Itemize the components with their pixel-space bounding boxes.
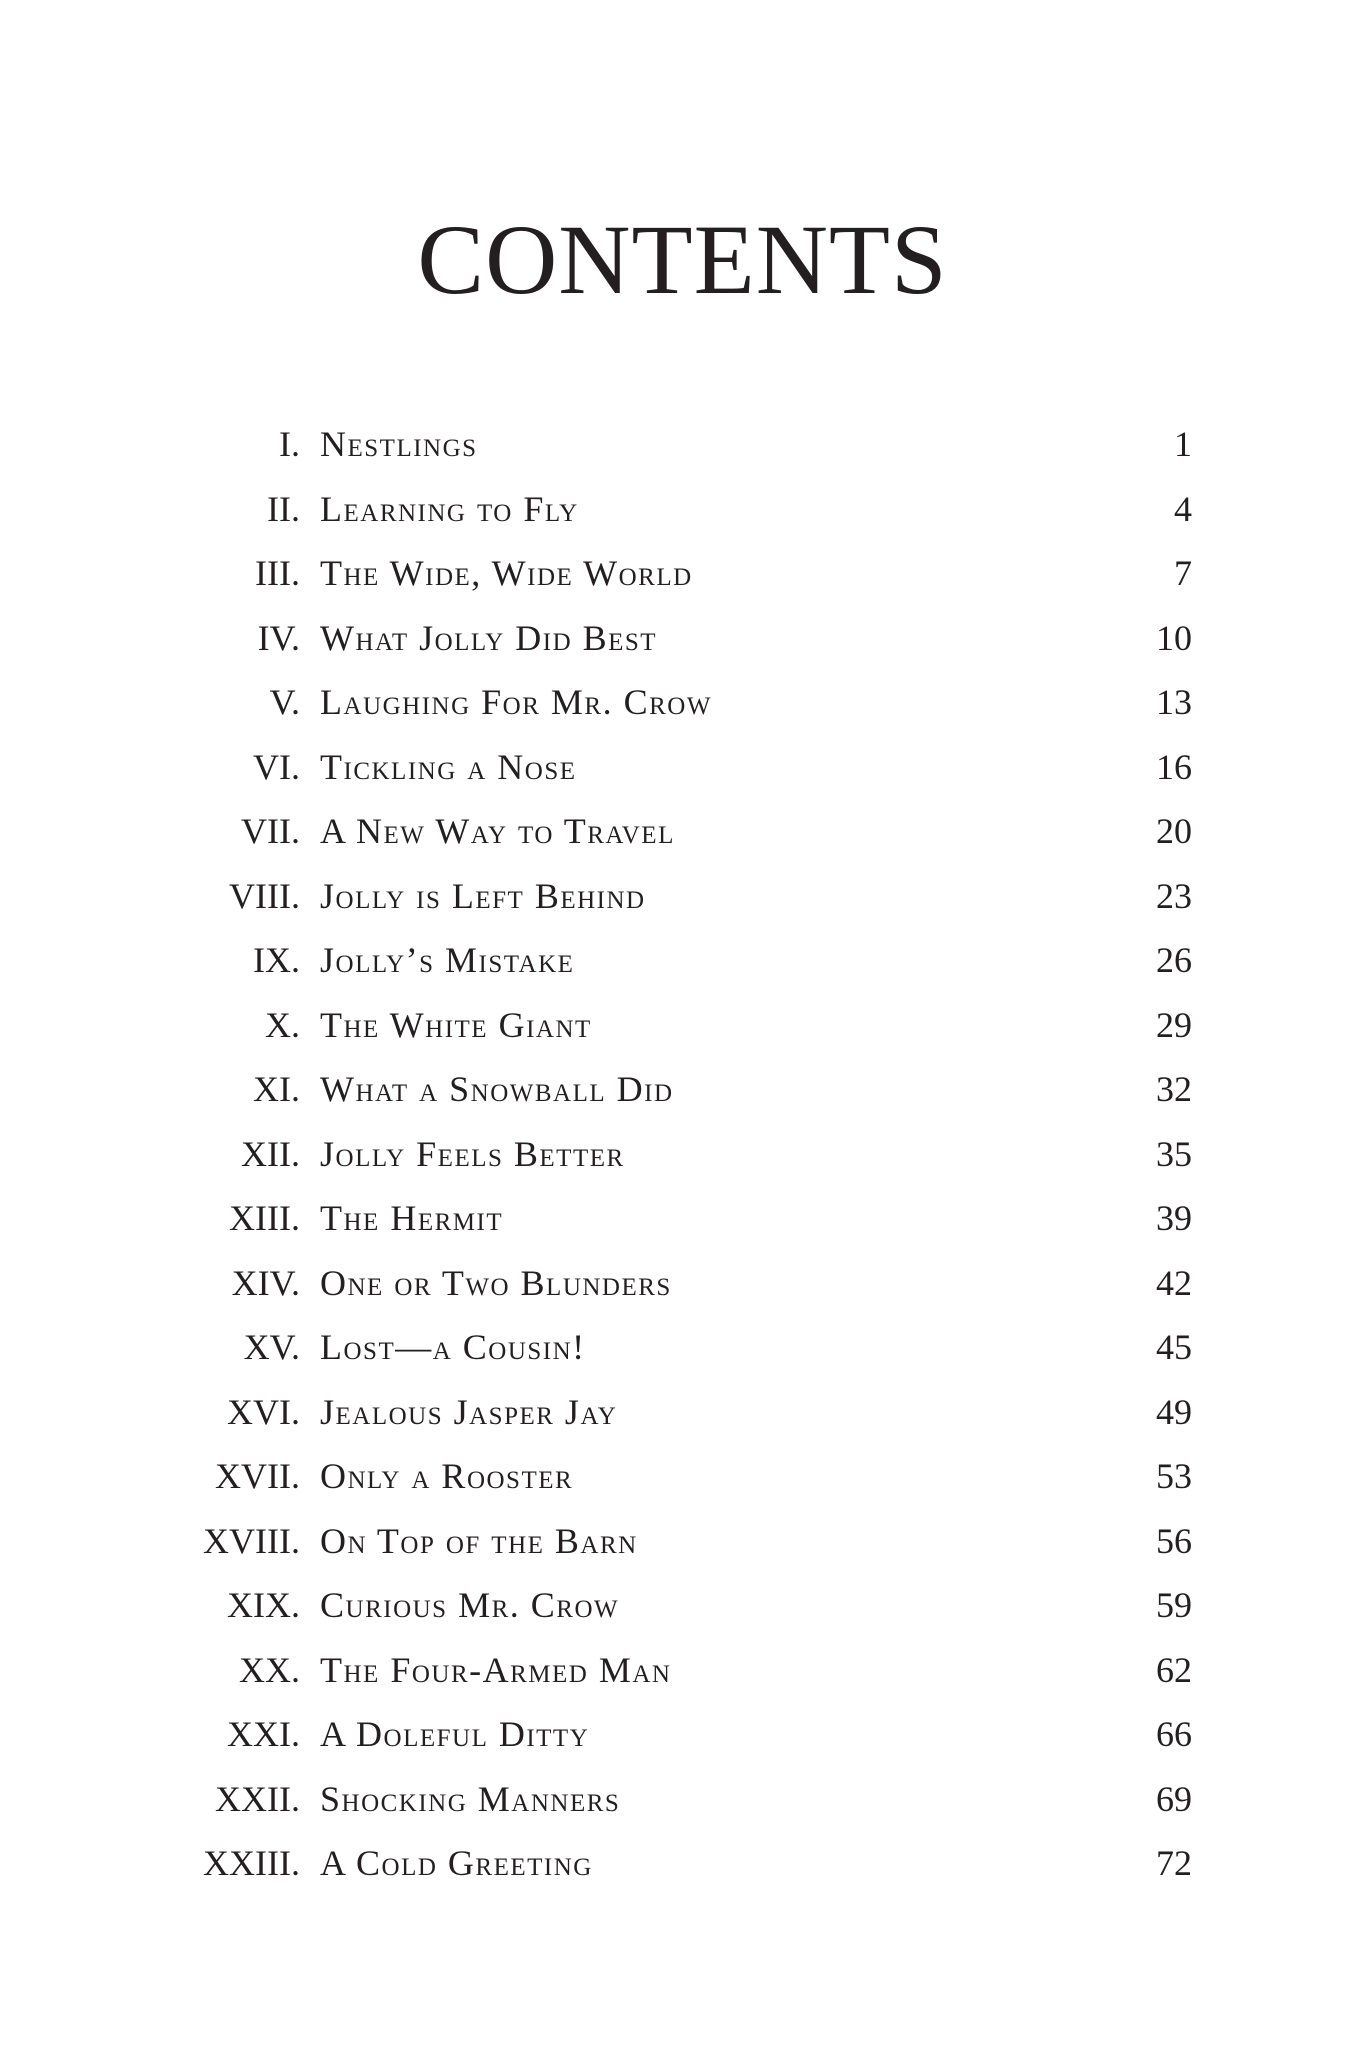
toc-entry — [0, 1315, 1365, 1380]
chapter-title: What a Snowball Did — [320, 1069, 674, 1109]
toc-entry — [0, 1444, 1365, 1509]
table-of-contents — [0, 412, 1365, 1896]
toc-entry — [0, 412, 1365, 477]
chapter-numeral: I. — [279, 424, 300, 464]
toc-entry — [0, 541, 1365, 606]
toc-line — [320, 1251, 1192, 1316]
chapter-title: Jolly Feels Better — [320, 1133, 625, 1174]
chapter-title: The Four-Armed Man — [320, 1649, 672, 1690]
page-number: 42 — [1156, 1262, 1192, 1303]
toc-entry — [0, 993, 1365, 1058]
chapter-numeral: XIII. — [229, 1198, 300, 1238]
page-number: 66 — [1156, 1714, 1192, 1754]
chapter-title: Only a Rooster — [320, 1456, 574, 1496]
chapter-title: A Doleful Ditty — [320, 1714, 590, 1754]
page-number: 1 — [1174, 424, 1192, 464]
page-number: 20 — [1156, 811, 1192, 851]
toc-line — [320, 670, 1192, 735]
page-title: CONTENTS — [417, 204, 948, 315]
toc-entry — [0, 1767, 1365, 1832]
chapter-numeral: VI. — [253, 746, 300, 787]
chapter-title: Laughing For Mr. Crow — [320, 682, 712, 722]
page-number: 49 — [1156, 1391, 1192, 1432]
chapter-numeral: XXII. — [215, 1778, 300, 1819]
toc-entry — [0, 1573, 1365, 1638]
toc-entry — [0, 1251, 1365, 1316]
chapter-numeral: XXI. — [227, 1714, 300, 1754]
page-number: 72 — [1156, 1843, 1192, 1883]
chapter-title: On Top of the Barn — [320, 1520, 638, 1561]
chapter-numeral: IV. — [257, 617, 300, 658]
chapter-numeral: XII. — [241, 1133, 300, 1174]
toc-line — [320, 412, 1192, 477]
chapter-title: A New Way to Travel — [320, 811, 675, 851]
page-number: 16 — [1156, 746, 1192, 787]
toc-line — [320, 799, 1192, 864]
toc-entry — [0, 670, 1365, 735]
toc-entry — [0, 1380, 1365, 1445]
toc-entry — [0, 1122, 1365, 1187]
toc-line — [320, 735, 1192, 800]
page-number: 39 — [1156, 1198, 1192, 1238]
page-number: 62 — [1156, 1649, 1192, 1690]
toc-entry — [0, 799, 1365, 864]
chapter-numeral: XIV. — [231, 1262, 300, 1303]
chapter-title: Jolly’s Mistake — [320, 940, 575, 980]
toc-line — [320, 1057, 1192, 1122]
toc-line — [320, 541, 1192, 606]
chapter-title: Jealous Jasper Jay — [320, 1391, 618, 1432]
page-number: 32 — [1156, 1069, 1192, 1109]
toc-entry — [0, 928, 1365, 993]
chapter-title: The White Giant — [320, 1004, 592, 1045]
chapter-title: The Wide, Wide World — [320, 553, 693, 593]
chapter-numeral: II. — [267, 488, 300, 529]
chapter-title: Lost—a Cousin! — [320, 1327, 586, 1367]
chapter-numeral: VII. — [241, 811, 300, 851]
page-number: 53 — [1156, 1456, 1192, 1496]
toc-line — [320, 1831, 1192, 1896]
toc-line — [320, 993, 1192, 1058]
page-number: 35 — [1156, 1133, 1192, 1174]
chapter-title: The Hermit — [320, 1198, 504, 1238]
chapter-title: Learning to Fly — [320, 488, 579, 529]
chapter-numeral: X. — [265, 1004, 300, 1045]
page-number: 45 — [1156, 1327, 1192, 1367]
chapter-title: Jolly is Left Behind — [320, 875, 646, 916]
toc-line — [320, 1702, 1192, 1767]
page-number: 56 — [1156, 1520, 1192, 1561]
chapter-numeral: IX. — [253, 940, 300, 980]
toc-line — [320, 1573, 1192, 1638]
page-number: 59 — [1156, 1585, 1192, 1625]
toc-entry — [0, 477, 1365, 542]
page-number: 4 — [1174, 488, 1192, 529]
toc-line — [320, 1380, 1192, 1445]
chapter-title: Nestlings — [320, 424, 478, 464]
chapter-numeral: XVII. — [215, 1456, 300, 1496]
toc-line — [320, 606, 1192, 671]
chapter-title: A Cold Greeting — [320, 1843, 593, 1883]
chapter-numeral: XVI. — [227, 1391, 300, 1432]
toc-entry — [0, 735, 1365, 800]
page-number: 23 — [1156, 875, 1192, 916]
chapter-title: Tickling a Nose — [320, 746, 577, 787]
chapter-numeral: XXIII. — [203, 1843, 300, 1883]
toc-line — [320, 928, 1192, 993]
toc-entry — [0, 864, 1365, 929]
chapter-title: Curious Mr. Crow — [320, 1585, 620, 1625]
chapter-title: One or Two Blunders — [320, 1262, 672, 1303]
page-number: 29 — [1156, 1004, 1192, 1045]
chapter-title: Shocking Manners — [320, 1778, 621, 1819]
chapter-numeral: XVIII. — [203, 1520, 300, 1561]
toc-entry — [0, 1057, 1365, 1122]
toc-entry — [0, 1831, 1365, 1896]
toc-line — [320, 864, 1192, 929]
toc-line — [320, 1122, 1192, 1187]
toc-entry — [0, 1186, 1365, 1251]
page-number: 69 — [1156, 1778, 1192, 1819]
toc-entry — [0, 1702, 1365, 1767]
toc-line — [320, 1638, 1192, 1703]
chapter-numeral: XIX. — [227, 1585, 300, 1625]
toc-line — [320, 1509, 1192, 1574]
page-number: 10 — [1156, 617, 1192, 658]
page-number: 26 — [1156, 940, 1192, 980]
toc-entry — [0, 1509, 1365, 1574]
chapter-numeral: V. — [269, 682, 300, 722]
toc-line — [320, 1767, 1192, 1832]
toc-entry — [0, 1638, 1365, 1703]
toc-line — [320, 1186, 1192, 1251]
chapter-numeral: III. — [255, 553, 300, 593]
chapter-numeral: XX. — [239, 1649, 300, 1690]
chapter-numeral: XI. — [253, 1069, 300, 1109]
chapter-numeral: XV. — [243, 1327, 300, 1367]
page-number: 7 — [1174, 553, 1192, 593]
toc-line — [320, 1444, 1192, 1509]
chapter-numeral: VIII. — [229, 875, 300, 916]
chapter-title: What Jolly Did Best — [320, 617, 658, 658]
toc-line — [320, 1315, 1192, 1380]
toc-line — [320, 477, 1192, 542]
page-number: 13 — [1156, 682, 1192, 722]
toc-entry — [0, 606, 1365, 671]
